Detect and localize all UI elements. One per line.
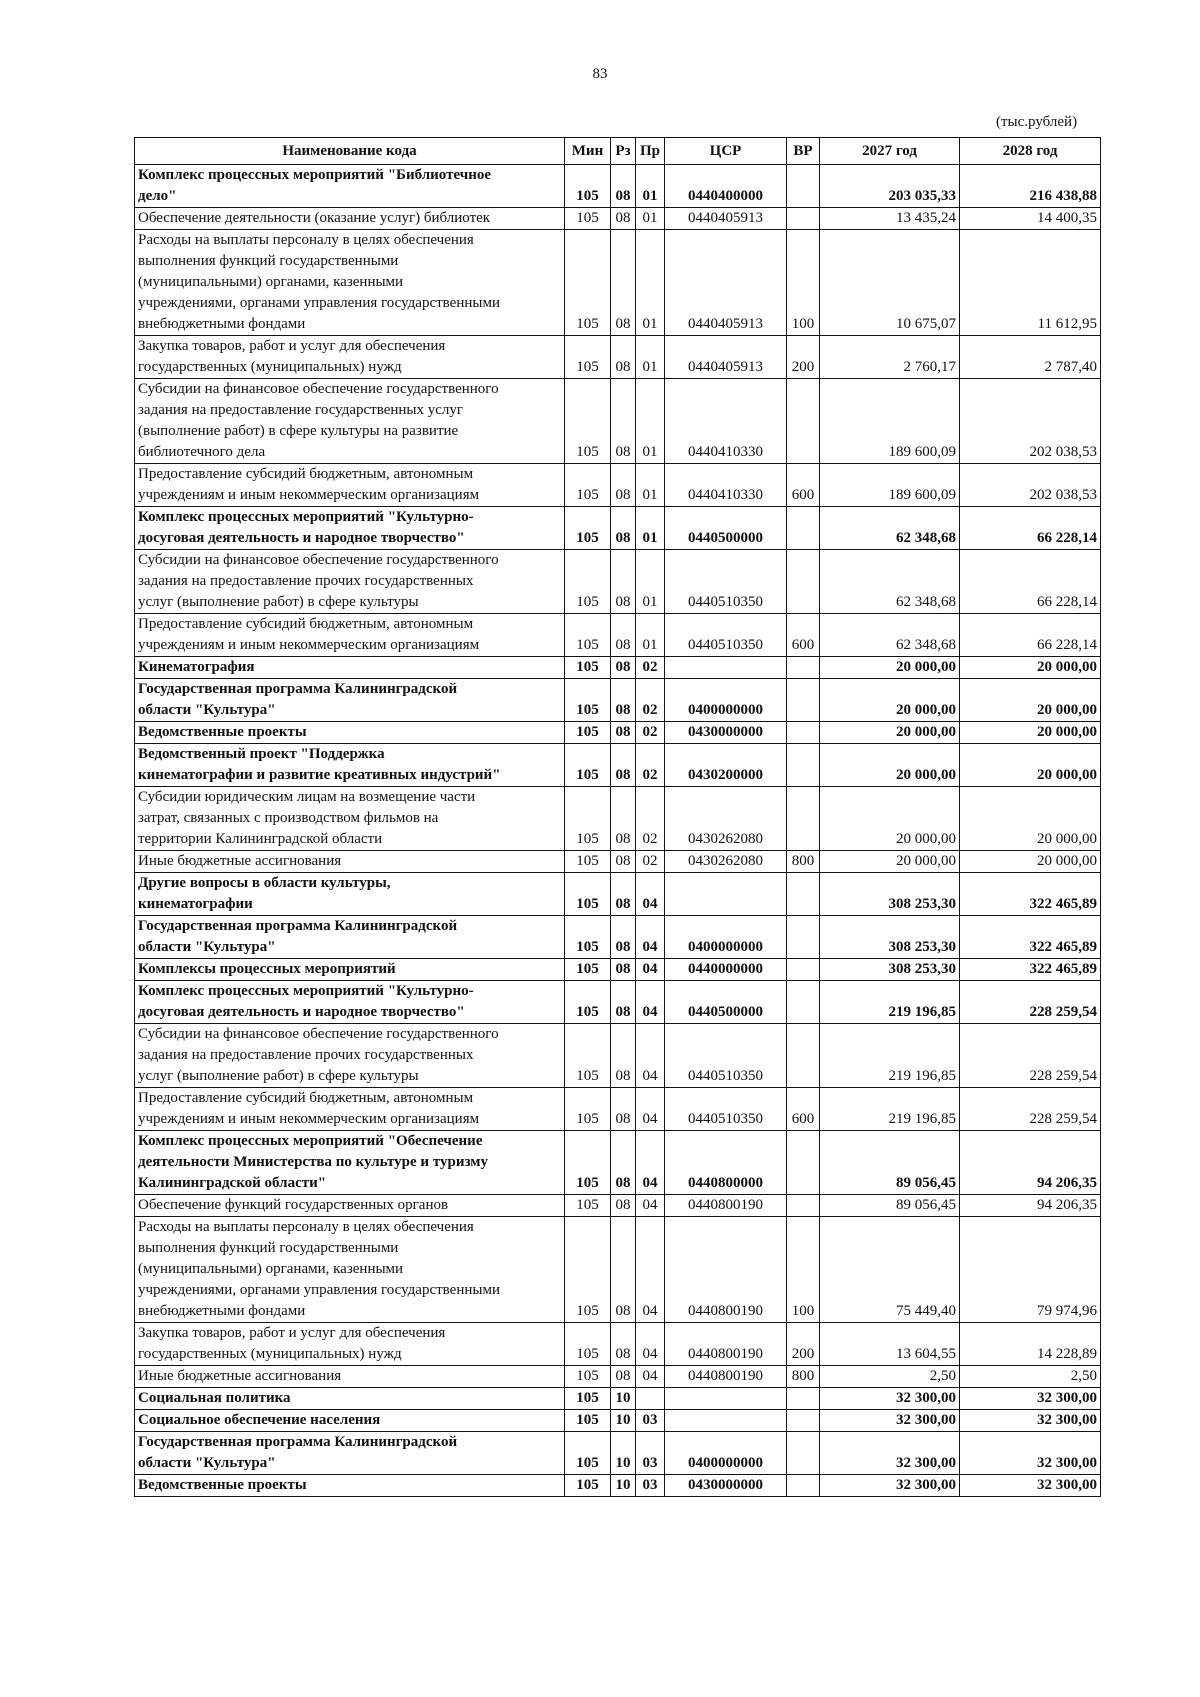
cell-rz: 08 <box>611 1217 636 1323</box>
cell-vr <box>787 1024 820 1088</box>
cell-csr <box>665 873 787 916</box>
cell-rz: 08 <box>611 916 636 959</box>
cell-min: 105 <box>565 1024 611 1088</box>
cell-min: 105 <box>565 1088 611 1131</box>
cell-pr: 02 <box>636 744 665 787</box>
cell-min: 105 <box>565 1217 611 1323</box>
cell-min: 105 <box>565 916 611 959</box>
cell-2027: 20 000,00 <box>820 851 960 873</box>
cell-csr: 0440800190 <box>665 1217 787 1323</box>
cell-2027: 62 348,68 <box>820 507 960 550</box>
cell-min: 105 <box>565 1410 611 1432</box>
header-csr: ЦСР <box>665 138 787 165</box>
cell-name: Субсидии на финансовое обеспечение государственного задания на предоставление государственных услуг (выполнение работ) в сфере культуры на развитие библиотечного дела <box>135 379 565 464</box>
cell-pr: 01 <box>636 165 665 208</box>
cell-2028: 32 300,00 <box>960 1388 1101 1410</box>
cell-2028: 32 300,00 <box>960 1410 1101 1432</box>
cell-rz: 08 <box>611 722 636 744</box>
cell-csr: 0440510350 <box>665 1024 787 1088</box>
cell-min: 105 <box>565 208 611 230</box>
cell-csr <box>665 657 787 679</box>
cell-vr: 100 <box>787 230 820 336</box>
cell-vr <box>787 679 820 722</box>
table-row <box>135 1024 1101 1088</box>
cell-2028: 66 228,14 <box>960 550 1101 614</box>
table-row <box>135 981 1101 1024</box>
cell-pr: 01 <box>636 507 665 550</box>
cell-min: 105 <box>565 507 611 550</box>
header-vr: ВР <box>787 138 820 165</box>
cell-name: Обеспечение функций государственных органов <box>135 1195 565 1217</box>
cell-pr: 01 <box>636 464 665 507</box>
cell-vr <box>787 1388 820 1410</box>
cell-vr: 100 <box>787 1217 820 1323</box>
cell-name: Расходы на выплаты персоналу в целях обеспечения выполнения функций государственными (муниципальными) органами, казенными учреждениями, органами управления государственными внебюджетными фондами <box>135 1217 565 1323</box>
table-row <box>135 507 1101 550</box>
header-pr: Пр <box>636 138 665 165</box>
cell-vr <box>787 959 820 981</box>
cell-csr: 0400000000 <box>665 1432 787 1475</box>
cell-pr: 04 <box>636 1195 665 1217</box>
table-row <box>135 208 1101 230</box>
cell-csr: 0430262080 <box>665 851 787 873</box>
cell-2027: 2 760,17 <box>820 336 960 379</box>
header-rz: Рз <box>611 138 636 165</box>
cell-min: 105 <box>565 1131 611 1195</box>
cell-name: Обеспечение деятельности (оказание услуг) библиотек <box>135 208 565 230</box>
cell-2028: 32 300,00 <box>960 1432 1101 1475</box>
cell-2027: 32 300,00 <box>820 1388 960 1410</box>
page-number: 83 <box>592 66 608 82</box>
cell-vr <box>787 744 820 787</box>
header-min: Мин <box>565 138 611 165</box>
cell-rz: 08 <box>611 550 636 614</box>
cell-2028: 228 259,54 <box>960 1024 1101 1088</box>
cell-csr: 0440510350 <box>665 550 787 614</box>
cell-min: 105 <box>565 657 611 679</box>
budget-table <box>134 137 1101 1497</box>
cell-name: Государственная программа Калининградской области "Культура" <box>135 916 565 959</box>
cell-vr <box>787 722 820 744</box>
cell-csr: 0440800190 <box>665 1195 787 1217</box>
cell-min: 105 <box>565 679 611 722</box>
cell-2028: 20 000,00 <box>960 787 1101 851</box>
cell-vr <box>787 1410 820 1432</box>
cell-rz: 08 <box>611 873 636 916</box>
cell-2027: 62 348,68 <box>820 550 960 614</box>
cell-rz: 08 <box>611 679 636 722</box>
cell-2028: 2,50 <box>960 1366 1101 1388</box>
table-row <box>135 1217 1101 1323</box>
cell-2027: 32 300,00 <box>820 1410 960 1432</box>
cell-2027: 89 056,45 <box>820 1195 960 1217</box>
table-row <box>135 1366 1101 1388</box>
cell-pr: 02 <box>636 722 665 744</box>
cell-min: 105 <box>565 1195 611 1217</box>
cell-name: Предоставление субсидий бюджетным, автономным учреждениям и иным некоммерческим организациям <box>135 1088 565 1131</box>
cell-rz: 10 <box>611 1410 636 1432</box>
cell-min: 105 <box>565 614 611 657</box>
cell-2027: 32 300,00 <box>820 1432 960 1475</box>
cell-2027: 32 300,00 <box>820 1475 960 1497</box>
cell-min: 105 <box>565 851 611 873</box>
cell-2027: 219 196,85 <box>820 981 960 1024</box>
cell-vr: 600 <box>787 1088 820 1131</box>
cell-name: Субсидии на финансовое обеспечение государственного задания на предоставление прочих государственных услуг (выполнение работ) в сфере культуры <box>135 1024 565 1088</box>
cell-csr: 0440800190 <box>665 1323 787 1366</box>
cell-2027: 203 035,33 <box>820 165 960 208</box>
cell-rz: 10 <box>611 1388 636 1410</box>
cell-name: Социальная политика <box>135 1388 565 1410</box>
table-row <box>135 722 1101 744</box>
cell-2027: 20 000,00 <box>820 679 960 722</box>
table-row <box>135 1195 1101 1217</box>
cell-vr <box>787 916 820 959</box>
cell-2027: 20 000,00 <box>820 787 960 851</box>
table-row <box>135 1323 1101 1366</box>
cell-2028: 322 465,89 <box>960 873 1101 916</box>
cell-pr: 04 <box>636 1131 665 1195</box>
cell-pr: 03 <box>636 1475 665 1497</box>
cell-2027: 89 056,45 <box>820 1131 960 1195</box>
cell-name: Ведомственные проекты <box>135 722 565 744</box>
cell-pr: 04 <box>636 1217 665 1323</box>
cell-csr <box>665 1410 787 1432</box>
table-row <box>135 550 1101 614</box>
cell-2028: 66 228,14 <box>960 507 1101 550</box>
cell-2027: 189 600,09 <box>820 379 960 464</box>
cell-min: 105 <box>565 981 611 1024</box>
cell-name: Иные бюджетные ассигнования <box>135 1366 565 1388</box>
cell-vr <box>787 550 820 614</box>
cell-csr: 0440410330 <box>665 379 787 464</box>
cell-2027: 219 196,85 <box>820 1088 960 1131</box>
cell-rz: 08 <box>611 1195 636 1217</box>
cell-vr: 800 <box>787 851 820 873</box>
cell-vr <box>787 981 820 1024</box>
cell-pr: 02 <box>636 657 665 679</box>
cell-min: 105 <box>565 1366 611 1388</box>
cell-vr <box>787 1432 820 1475</box>
cell-csr: 0440000000 <box>665 959 787 981</box>
cell-name: Комплекс процессных мероприятий "Обеспечение деятельности Министерства по культуре и туризму Калининградской области" <box>135 1131 565 1195</box>
cell-name: Кинематография <box>135 657 565 679</box>
cell-min: 105 <box>565 787 611 851</box>
cell-csr: 0440410330 <box>665 464 787 507</box>
header-name: Наименование кода <box>135 138 565 165</box>
cell-2028: 228 259,54 <box>960 981 1101 1024</box>
cell-name: Другие вопросы в области культуры, кинематографии <box>135 873 565 916</box>
header-2027: 2027 год <box>820 138 960 165</box>
table-row <box>135 959 1101 981</box>
cell-csr: 0430200000 <box>665 744 787 787</box>
units-label: (тыс.рублей) <box>996 114 1078 130</box>
cell-2028: 20 000,00 <box>960 744 1101 787</box>
table-row <box>135 873 1101 916</box>
cell-vr: 200 <box>787 1323 820 1366</box>
cell-pr: 02 <box>636 679 665 722</box>
cell-min: 105 <box>565 1388 611 1410</box>
cell-name: Иные бюджетные ассигнования <box>135 851 565 873</box>
cell-name: Ведомственные проекты <box>135 1475 565 1497</box>
cell-min: 105 <box>565 873 611 916</box>
cell-rz: 08 <box>611 379 636 464</box>
cell-csr: 0440405913 <box>665 230 787 336</box>
header-2028: 2028 год <box>960 138 1101 165</box>
cell-pr: 01 <box>636 550 665 614</box>
cell-2028: 20 000,00 <box>960 722 1101 744</box>
cell-vr <box>787 787 820 851</box>
cell-rz: 08 <box>611 787 636 851</box>
cell-min: 105 <box>565 464 611 507</box>
cell-2027: 13 435,24 <box>820 208 960 230</box>
cell-min: 105 <box>565 165 611 208</box>
cell-csr: 0400000000 <box>665 916 787 959</box>
cell-csr: 0430000000 <box>665 722 787 744</box>
table-row <box>135 851 1101 873</box>
cell-2027: 20 000,00 <box>820 722 960 744</box>
cell-min: 105 <box>565 550 611 614</box>
table-row <box>135 1088 1101 1131</box>
cell-csr: 0440500000 <box>665 507 787 550</box>
cell-csr: 0440400000 <box>665 165 787 208</box>
cell-2028: 202 038,53 <box>960 464 1101 507</box>
cell-min: 105 <box>565 1432 611 1475</box>
cell-2027: 219 196,85 <box>820 1024 960 1088</box>
cell-pr: 04 <box>636 916 665 959</box>
cell-2028: 20 000,00 <box>960 657 1101 679</box>
cell-2028: 14 228,89 <box>960 1323 1101 1366</box>
cell-pr: 01 <box>636 614 665 657</box>
cell-csr: 0440405913 <box>665 208 787 230</box>
table-row <box>135 1432 1101 1475</box>
cell-min: 105 <box>565 744 611 787</box>
table-header-row <box>135 138 1101 165</box>
cell-2027: 20 000,00 <box>820 657 960 679</box>
cell-2028: 94 206,35 <box>960 1195 1101 1217</box>
table-row <box>135 1131 1101 1195</box>
cell-2027: 308 253,30 <box>820 959 960 981</box>
cell-pr: 02 <box>636 787 665 851</box>
cell-vr: 600 <box>787 614 820 657</box>
cell-2028: 2 787,40 <box>960 336 1101 379</box>
table-row <box>135 464 1101 507</box>
table-row <box>135 1475 1101 1497</box>
cell-2028: 202 038,53 <box>960 379 1101 464</box>
cell-rz: 08 <box>611 1323 636 1366</box>
cell-csr: 0440510350 <box>665 614 787 657</box>
cell-pr: 04 <box>636 1366 665 1388</box>
cell-name: Закупка товаров, работ и услуг для обеспечения государственных (муниципальных) нужд <box>135 1323 565 1366</box>
cell-rz: 08 <box>611 1131 636 1195</box>
cell-pr: 04 <box>636 873 665 916</box>
cell-rz: 08 <box>611 507 636 550</box>
cell-vr <box>787 507 820 550</box>
cell-2027: 13 604,55 <box>820 1323 960 1366</box>
cell-2028: 11 612,95 <box>960 230 1101 336</box>
cell-2028: 32 300,00 <box>960 1475 1101 1497</box>
table-row <box>135 230 1101 336</box>
cell-pr: 04 <box>636 1323 665 1366</box>
cell-name: Социальное обеспечение населения <box>135 1410 565 1432</box>
cell-min: 105 <box>565 1323 611 1366</box>
cell-2028: 216 438,88 <box>960 165 1101 208</box>
cell-vr <box>787 379 820 464</box>
cell-2028: 322 465,89 <box>960 916 1101 959</box>
table-row <box>135 379 1101 464</box>
cell-csr: 0440800000 <box>665 1131 787 1195</box>
cell-pr: 03 <box>636 1432 665 1475</box>
cell-2027: 20 000,00 <box>820 744 960 787</box>
cell-vr <box>787 165 820 208</box>
cell-2028: 14 400,35 <box>960 208 1101 230</box>
cell-csr: 0440800190 <box>665 1366 787 1388</box>
cell-2028: 20 000,00 <box>960 851 1101 873</box>
cell-rz: 08 <box>611 208 636 230</box>
cell-rz: 10 <box>611 1432 636 1475</box>
cell-2028: 94 206,35 <box>960 1131 1101 1195</box>
cell-csr: 0440405913 <box>665 336 787 379</box>
cell-rz: 08 <box>611 1024 636 1088</box>
cell-name: Комплекс процессных мероприятий "Библиотечное дело" <box>135 165 565 208</box>
cell-rz: 10 <box>611 1475 636 1497</box>
cell-csr: 0440500000 <box>665 981 787 1024</box>
table-row <box>135 165 1101 208</box>
cell-vr: 800 <box>787 1366 820 1388</box>
cell-min: 105 <box>565 722 611 744</box>
cell-2027: 10 675,07 <box>820 230 960 336</box>
cell-min: 105 <box>565 379 611 464</box>
cell-vr <box>787 1131 820 1195</box>
cell-name: Комплекс процессных мероприятий "Культурно- досуговая деятельность и народное творчество" <box>135 981 565 1024</box>
cell-vr <box>787 208 820 230</box>
cell-2027: 308 253,30 <box>820 873 960 916</box>
cell-name: Государственная программа Калининградской области "Культура" <box>135 679 565 722</box>
cell-vr: 600 <box>787 464 820 507</box>
cell-pr: 01 <box>636 230 665 336</box>
cell-2027: 308 253,30 <box>820 916 960 959</box>
cell-2028: 79 974,96 <box>960 1217 1101 1323</box>
cell-name: Предоставление субсидий бюджетным, автономным учреждениям и иным некоммерческим организациям <box>135 614 565 657</box>
cell-2028: 322 465,89 <box>960 959 1101 981</box>
cell-2028: 20 000,00 <box>960 679 1101 722</box>
cell-pr: 04 <box>636 959 665 981</box>
cell-2028: 228 259,54 <box>960 1088 1101 1131</box>
cell-2027: 62 348,68 <box>820 614 960 657</box>
cell-pr: 02 <box>636 851 665 873</box>
table-row <box>135 657 1101 679</box>
cell-pr <box>636 1388 665 1410</box>
cell-rz: 08 <box>611 981 636 1024</box>
cell-2027: 2,50 <box>820 1366 960 1388</box>
cell-rz: 08 <box>611 1366 636 1388</box>
cell-2027: 75 449,40 <box>820 1217 960 1323</box>
cell-csr: 0400000000 <box>665 679 787 722</box>
cell-name: Комплекс процессных мероприятий "Культурно- досуговая деятельность и народное творчество" <box>135 507 565 550</box>
table-row <box>135 1410 1101 1432</box>
cell-vr <box>787 873 820 916</box>
cell-rz: 08 <box>611 744 636 787</box>
cell-name: Субсидии на финансовое обеспечение государственного задания на предоставление прочих государственных услуг (выполнение работ) в сфере культуры <box>135 550 565 614</box>
cell-csr: 0440510350 <box>665 1088 787 1131</box>
cell-vr: 200 <box>787 336 820 379</box>
cell-rz: 08 <box>611 464 636 507</box>
cell-2028: 66 228,14 <box>960 614 1101 657</box>
table-row <box>135 916 1101 959</box>
cell-name: Закупка товаров, работ и услуг для обеспечения государственных (муниципальных) нужд <box>135 336 565 379</box>
cell-csr: 0430262080 <box>665 787 787 851</box>
cell-csr: 0430000000 <box>665 1475 787 1497</box>
cell-name: Расходы на выплаты персоналу в целях обеспечения выполнения функций государственными (муниципальными) органами, казенными учреждениями, органами управления государственными внебюджетными фондами <box>135 230 565 336</box>
cell-name: Субсидии юридическим лицам на возмещение части затрат, связанных с производством фильмов на территории Калининградской области <box>135 787 565 851</box>
table-row <box>135 336 1101 379</box>
cell-min: 105 <box>565 230 611 336</box>
table-body <box>135 165 1101 1497</box>
cell-name: Ведомственный проект "Поддержка кинематографии и развитие креативных индустрий" <box>135 744 565 787</box>
cell-pr: 01 <box>636 336 665 379</box>
table-row <box>135 1388 1101 1410</box>
cell-rz: 08 <box>611 614 636 657</box>
cell-rz: 08 <box>611 851 636 873</box>
cell-rz: 08 <box>611 959 636 981</box>
cell-pr: 04 <box>636 981 665 1024</box>
cell-name: Предоставление субсидий бюджетным, автономным учреждениям и иным некоммерческим организациям <box>135 464 565 507</box>
table-row <box>135 787 1101 851</box>
cell-pr: 04 <box>636 1024 665 1088</box>
table-row <box>135 614 1101 657</box>
cell-rz: 08 <box>611 657 636 679</box>
cell-min: 105 <box>565 959 611 981</box>
cell-rz: 08 <box>611 230 636 336</box>
cell-name: Государственная программа Калининградской области "Культура" <box>135 1432 565 1475</box>
cell-rz: 08 <box>611 1088 636 1131</box>
table-row <box>135 679 1101 722</box>
cell-rz: 08 <box>611 336 636 379</box>
cell-vr <box>787 1195 820 1217</box>
cell-csr <box>665 1388 787 1410</box>
cell-rz: 08 <box>611 165 636 208</box>
cell-name: Комплексы процессных мероприятий <box>135 959 565 981</box>
cell-pr: 01 <box>636 379 665 464</box>
cell-min: 105 <box>565 1475 611 1497</box>
cell-vr <box>787 657 820 679</box>
cell-pr: 03 <box>636 1410 665 1432</box>
cell-vr <box>787 1475 820 1497</box>
table-row <box>135 744 1101 787</box>
cell-min: 105 <box>565 336 611 379</box>
cell-pr: 01 <box>636 208 665 230</box>
cell-2027: 189 600,09 <box>820 464 960 507</box>
cell-pr: 04 <box>636 1088 665 1131</box>
